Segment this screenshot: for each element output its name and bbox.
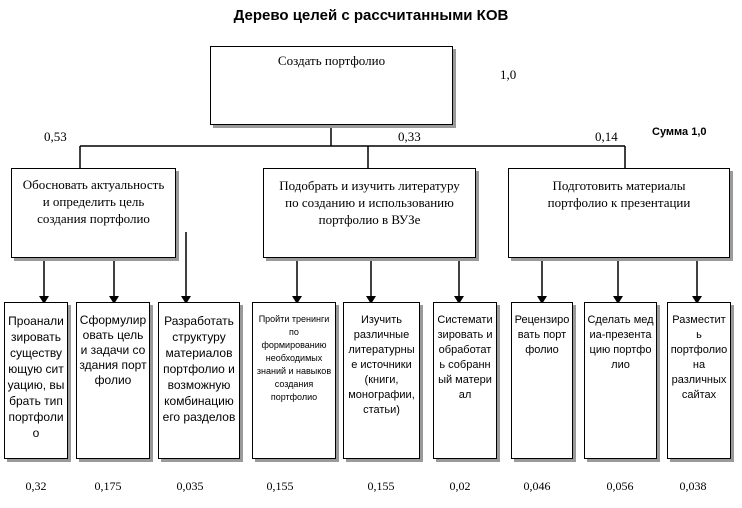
- branch-goal-1: [11, 168, 176, 258]
- leaf-goal-5: [343, 302, 420, 459]
- branch-1-weight: 0,53: [44, 129, 67, 144]
- leaf-goal-7-label: Рецензировать портфолио: [514, 314, 570, 356]
- leaf-goal-9-label: Разместить портфолио на различных сайтах: [670, 314, 728, 401]
- leaf-goal-3-label: Разработать структуру материалов портфолио и возможную комбинацию его разделов: [162, 314, 236, 424]
- leaf-goal-7: [511, 302, 573, 459]
- branch-goal-2: [263, 168, 476, 258]
- branch-3-weight: 0,14: [595, 129, 618, 144]
- branch-goal-2-label: Подобрать и изучить литературу по созданию и использованию портфолио в ВУЗе: [279, 178, 460, 227]
- leaf-3-weight: 0,035: [176, 479, 204, 493]
- leaf-6-weight: 0,02: [449, 479, 471, 493]
- sum-label: Сумма 1,0: [652, 126, 707, 138]
- leaf-goal-4-label: Пройти тренинги по формированию необходимых знаний и навыков создания портфолио: [256, 314, 332, 402]
- leaf-1-weight: 0,32: [25, 479, 47, 493]
- root-goal-label: Создать портфолио: [277, 53, 386, 68]
- leaf-8-weight: 0,056: [606, 479, 634, 493]
- leaf-5-weight: 0,155: [367, 479, 395, 493]
- root-weight: 1,0: [500, 67, 517, 82]
- leaf-2-weight: 0,175: [94, 479, 122, 493]
- branch-goal-1-label: Обосновать актуальность и определить цель создания портфолио: [22, 177, 165, 226]
- leaf-goal-3: [158, 302, 240, 459]
- leaf-goal-1-label: Проанализировать существующую ситуацию, выбрать тип портфолио: [7, 314, 65, 440]
- leaf-goal-4: [252, 302, 336, 459]
- root-goal: [210, 46, 453, 125]
- leaf-goal-1: [4, 302, 68, 459]
- leaf-goal-6: [433, 302, 497, 459]
- leaf-9-weight: 0,038: [679, 479, 707, 493]
- branch-goal-3: [508, 168, 730, 258]
- diagram-title: Дерево целей с рассчитанными КОВ: [233, 7, 509, 24]
- leaf-7-weight: 0,046: [523, 479, 551, 493]
- leaf-goal-9: [667, 302, 731, 459]
- branch-2-weight: 0,33: [398, 129, 421, 144]
- leaf-goal-8: [584, 302, 657, 459]
- leaf-goal-5-label: Изучить различные литературные источники (книги, монографии, статьи): [348, 314, 415, 416]
- leaf-goal-6-label: Систематизировать и обработать собранный материал: [437, 314, 493, 401]
- leaf-goal-2-label: Сформулировать цель и задачи создания портфолио: [79, 313, 147, 387]
- leaf-goal-2: [76, 302, 150, 459]
- leaf-4-weight: 0,155: [266, 479, 294, 493]
- leaf-goal-8-label: Сделать медиа-презентацию портфолио: [587, 314, 654, 371]
- branch-goal-3-label: Подготовить материалы портфолио к презентации: [547, 178, 691, 210]
